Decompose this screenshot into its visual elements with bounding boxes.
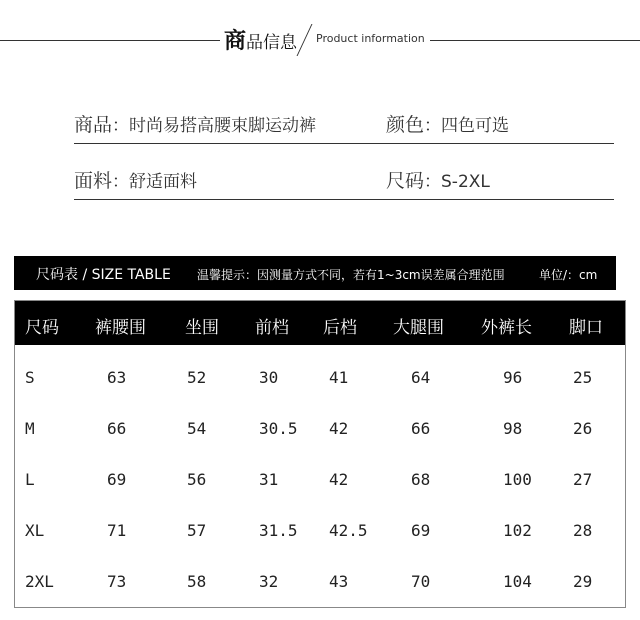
measurement-tip: 温馨提示：因测量方式不同，若有1~3cm误差属合理范围	[197, 268, 505, 282]
table-cell: 64	[411, 368, 431, 387]
info-row-product	[74, 104, 614, 144]
table-cell: 31.5	[259, 521, 298, 540]
table-cell: 42	[329, 419, 349, 438]
column-header: 外裤长	[481, 318, 532, 338]
table-cell: 57	[187, 521, 207, 540]
column-header: 前档	[255, 318, 289, 338]
column-header: 尺码	[25, 318, 59, 338]
table-cell: 70	[411, 572, 431, 591]
table-cell: 69	[411, 521, 431, 540]
header-rule-right	[430, 40, 640, 41]
table-cell: 30	[259, 368, 279, 387]
table-cell: 54	[187, 419, 207, 438]
table-cell: 2XL	[25, 572, 54, 591]
header-rule-left	[0, 40, 220, 41]
column-header: 裤腰围	[95, 318, 146, 338]
table-cell: 98	[503, 419, 523, 438]
table-cell: 102	[503, 521, 532, 540]
info-row-divider	[74, 143, 614, 144]
table-cell: 66	[107, 419, 127, 438]
size-table	[14, 300, 626, 608]
table-cell: XL	[25, 521, 45, 540]
info-row-fabric	[74, 160, 614, 200]
column-header: 脚口	[569, 318, 603, 338]
product-name: 商品：时尚易搭高腰束脚运动裤	[74, 114, 317, 136]
table-cell: 66	[411, 419, 431, 438]
column-header: 后档	[323, 318, 357, 338]
section-header	[0, 22, 640, 58]
table-cell: 32	[259, 572, 279, 591]
table-cell: 31	[259, 470, 279, 489]
table-cell: 29	[573, 572, 593, 591]
table-cell: 43	[329, 572, 349, 591]
table-cell: 42	[329, 470, 349, 489]
column-header: 大腿围	[393, 318, 444, 338]
size-table-title: 尺码表 / SIZE TABLE	[36, 267, 171, 283]
table-cell: 27	[573, 470, 593, 489]
table-cell: 100	[503, 470, 532, 489]
table-cell: 28	[573, 521, 593, 540]
table-cell: 42.5	[329, 521, 368, 540]
table-cell: 96	[503, 368, 523, 387]
product-color: 颜色：四色可选	[386, 114, 510, 136]
table-cell: 25	[573, 368, 593, 387]
column-header: 坐围	[185, 318, 219, 338]
table-cell: 26	[573, 419, 593, 438]
table-cell: 68	[411, 470, 431, 489]
table-cell: 69	[107, 470, 127, 489]
header-title: 商品信息	[224, 29, 298, 54]
info-row-divider	[74, 199, 614, 200]
table-cell: 104	[503, 572, 532, 591]
product-size: 尺码：S-2XL	[386, 170, 490, 192]
table-cell: 30.5	[259, 419, 298, 438]
table-cell: 52	[187, 368, 207, 387]
table-cell: 58	[187, 572, 207, 591]
table-cell: 41	[329, 368, 349, 387]
table-cell: M	[25, 419, 35, 438]
table-header	[15, 301, 625, 345]
table-cell: S	[25, 368, 35, 387]
header-title-en: Product information	[316, 32, 425, 45]
table-cell: L	[25, 470, 35, 489]
table-cell: 56	[187, 470, 207, 489]
product-fabric: 面料：舒适面料	[74, 170, 198, 192]
header-slash	[297, 24, 313, 56]
unit-label: 单位/：cm	[539, 268, 598, 282]
table-cell: 63	[107, 368, 127, 387]
table-cell: 71	[107, 521, 127, 540]
table-cell: 73	[107, 572, 127, 591]
size-table-bar	[14, 256, 616, 290]
